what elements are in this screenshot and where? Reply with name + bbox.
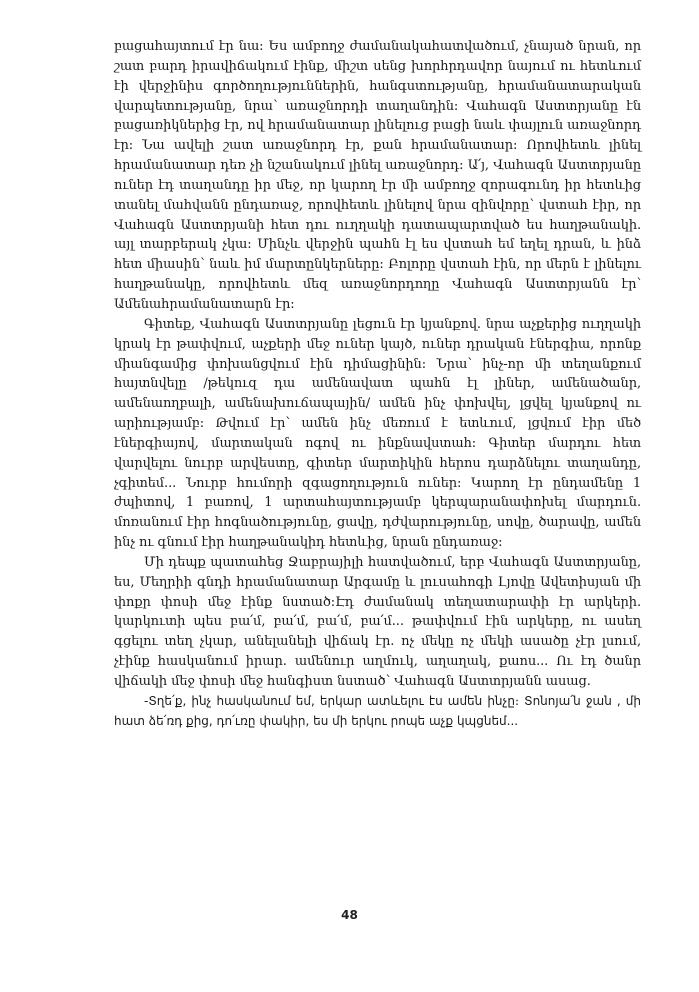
page-number: 48 — [341, 908, 358, 922]
paragraph-1: բացահայտում էր նա։ Ես ամբողջ ժամանակահատվածում, չնայած նրան, որ շատ բարդ իրավիճակում էինք, միշտ սենց խորհրդավոր նայում ու հետևում էի վերջինիս գործողություններին, հանգստությանը, հրամանատարական վարպետությանը, նրա՝ առաջնորդի տաղանդին։ Վահագն Աստտրյանը էն բացառիկներից էր, ով հրամանատար լինելուց բացի նաև փայլուն առաջնորդ էր։ Նա ավելի շատ առաջնորդ էր, քան հրամանատար։ Որովհետև լինել հրամանատար դեռ չի նշանակում լինել առաջնորդ։ Ա՛յ, Վահագն Աստտրյանը ուներ էդ տաղանդը իր մեջ, որ կարող էր մի ամբողջ զորագունդ իր հետևից տանել մահվանն ընդառաջ, որովհետև լինելով նրա զինվորը՝ վստահ էիր, որ Վահագն Աստտրյանի հետ դու ուղղակի դատապարտված ես հաղթանակի. այլ տարբերակ չկա։ Մինչև վերջին պահն էլ ես վստահ եմ եղել դրան, և ինձ հետ միասին՝ նաև իմ մարտընկերները։ Բոլորը վստահ էին, որ մերն է լինելու հաղթանակը, որովհետև մեզ առաջնորդողը Վահագն Աստտրյանն էր՝ Ամենահրամանատարն էր։ — [114, 39, 641, 312]
body-text — [114, 37, 641, 732]
paragraph-4-dialog: -Տղե՛ք, ինչ հասկանում եմ, երկար ատևելու էս ամեն ինչը։ Տոնոյա՛ն ջան , մի հատ ձե՛ռդ քից, դո՛ւռը փակիր, ես մի երկու րոպե աչք կպցնեմ... — [114, 693, 641, 728]
paragraph-2: Գիտեք, Վահագն Աստտրյանը լեցուն էր կյանքով. նրա աչքերից ուղղակի կրակ էր թափվում, աչքերի մեջ ուներ կայծ, ուներ դրական էներգիա, որոնք միանգամից փոխանցվում էին դիմացինին։ Նրա՝ ինչ-որ մի տեղանքում հայտնվելը /թեկուզ դա ամենավատ պահն էլ լիներ, ամենածանր, ամենաողբալի, ամենախուճապային/ ամեն ինչ փոխվել, լցվել կյանքով ու արիությամբ։ Թվում էր՝ ամեն ինչ մեռում է ետևում, լցվում էիր մեծ էներգիայով, մարտական ոգով ու ինքնավստահ։ Գիտեր մարդու հետ վարվելու նուրբ արվեստը, գիտեր մարտիկին հերոս դարձնելու տաղանդը, չգիտեմ... Նուրբ հումորի զգացողություն ուներ։ Կարող էր ընդամենը 1 ժպիտով, 1 բառով, 1 արտահայտությամբ կերպարանափոխել մարդուն. մոռանում էիր հոգնածությունը, ցավը, դժվարությունը, սովը, ծարավը, ամեն ինչ ու գնում էիր հաղթանակիդ հետևից, նրան ընդառաջ։ — [114, 316, 641, 551]
paragraph-3: Մի դեպք պատահեց Ջաբրայիլի հատվածում, երբ Վահագն Աստտրյանը, ես, Մեղրիի գնդի հրամանատար Արգամը և լուսահոգի Լյովը Ավետիսյան մի փոքր փոսի մեջ էինք նստած։Էդ ժամանակ տեղատարափի էր արկերի. կարկուտի պես բա՛մ, բա՛մ, բա՛մ, բա՛մ... թափվում էին արկերը, ու ասեղ գցելու տեղ չկար, անելանելի վիճակ էր. ոչ մեկը ոչ մեկի ասածը չէր լսում, չէինք հասկանում իրար. ամենուր աղմուկ, աղաղակ, քաոս... Ու էդ ծանր վիճակի մեջ փոսի մեջ հանգիստ նստած՝ Վահագն Աստտրյանն ասաց. — [114, 554, 641, 689]
